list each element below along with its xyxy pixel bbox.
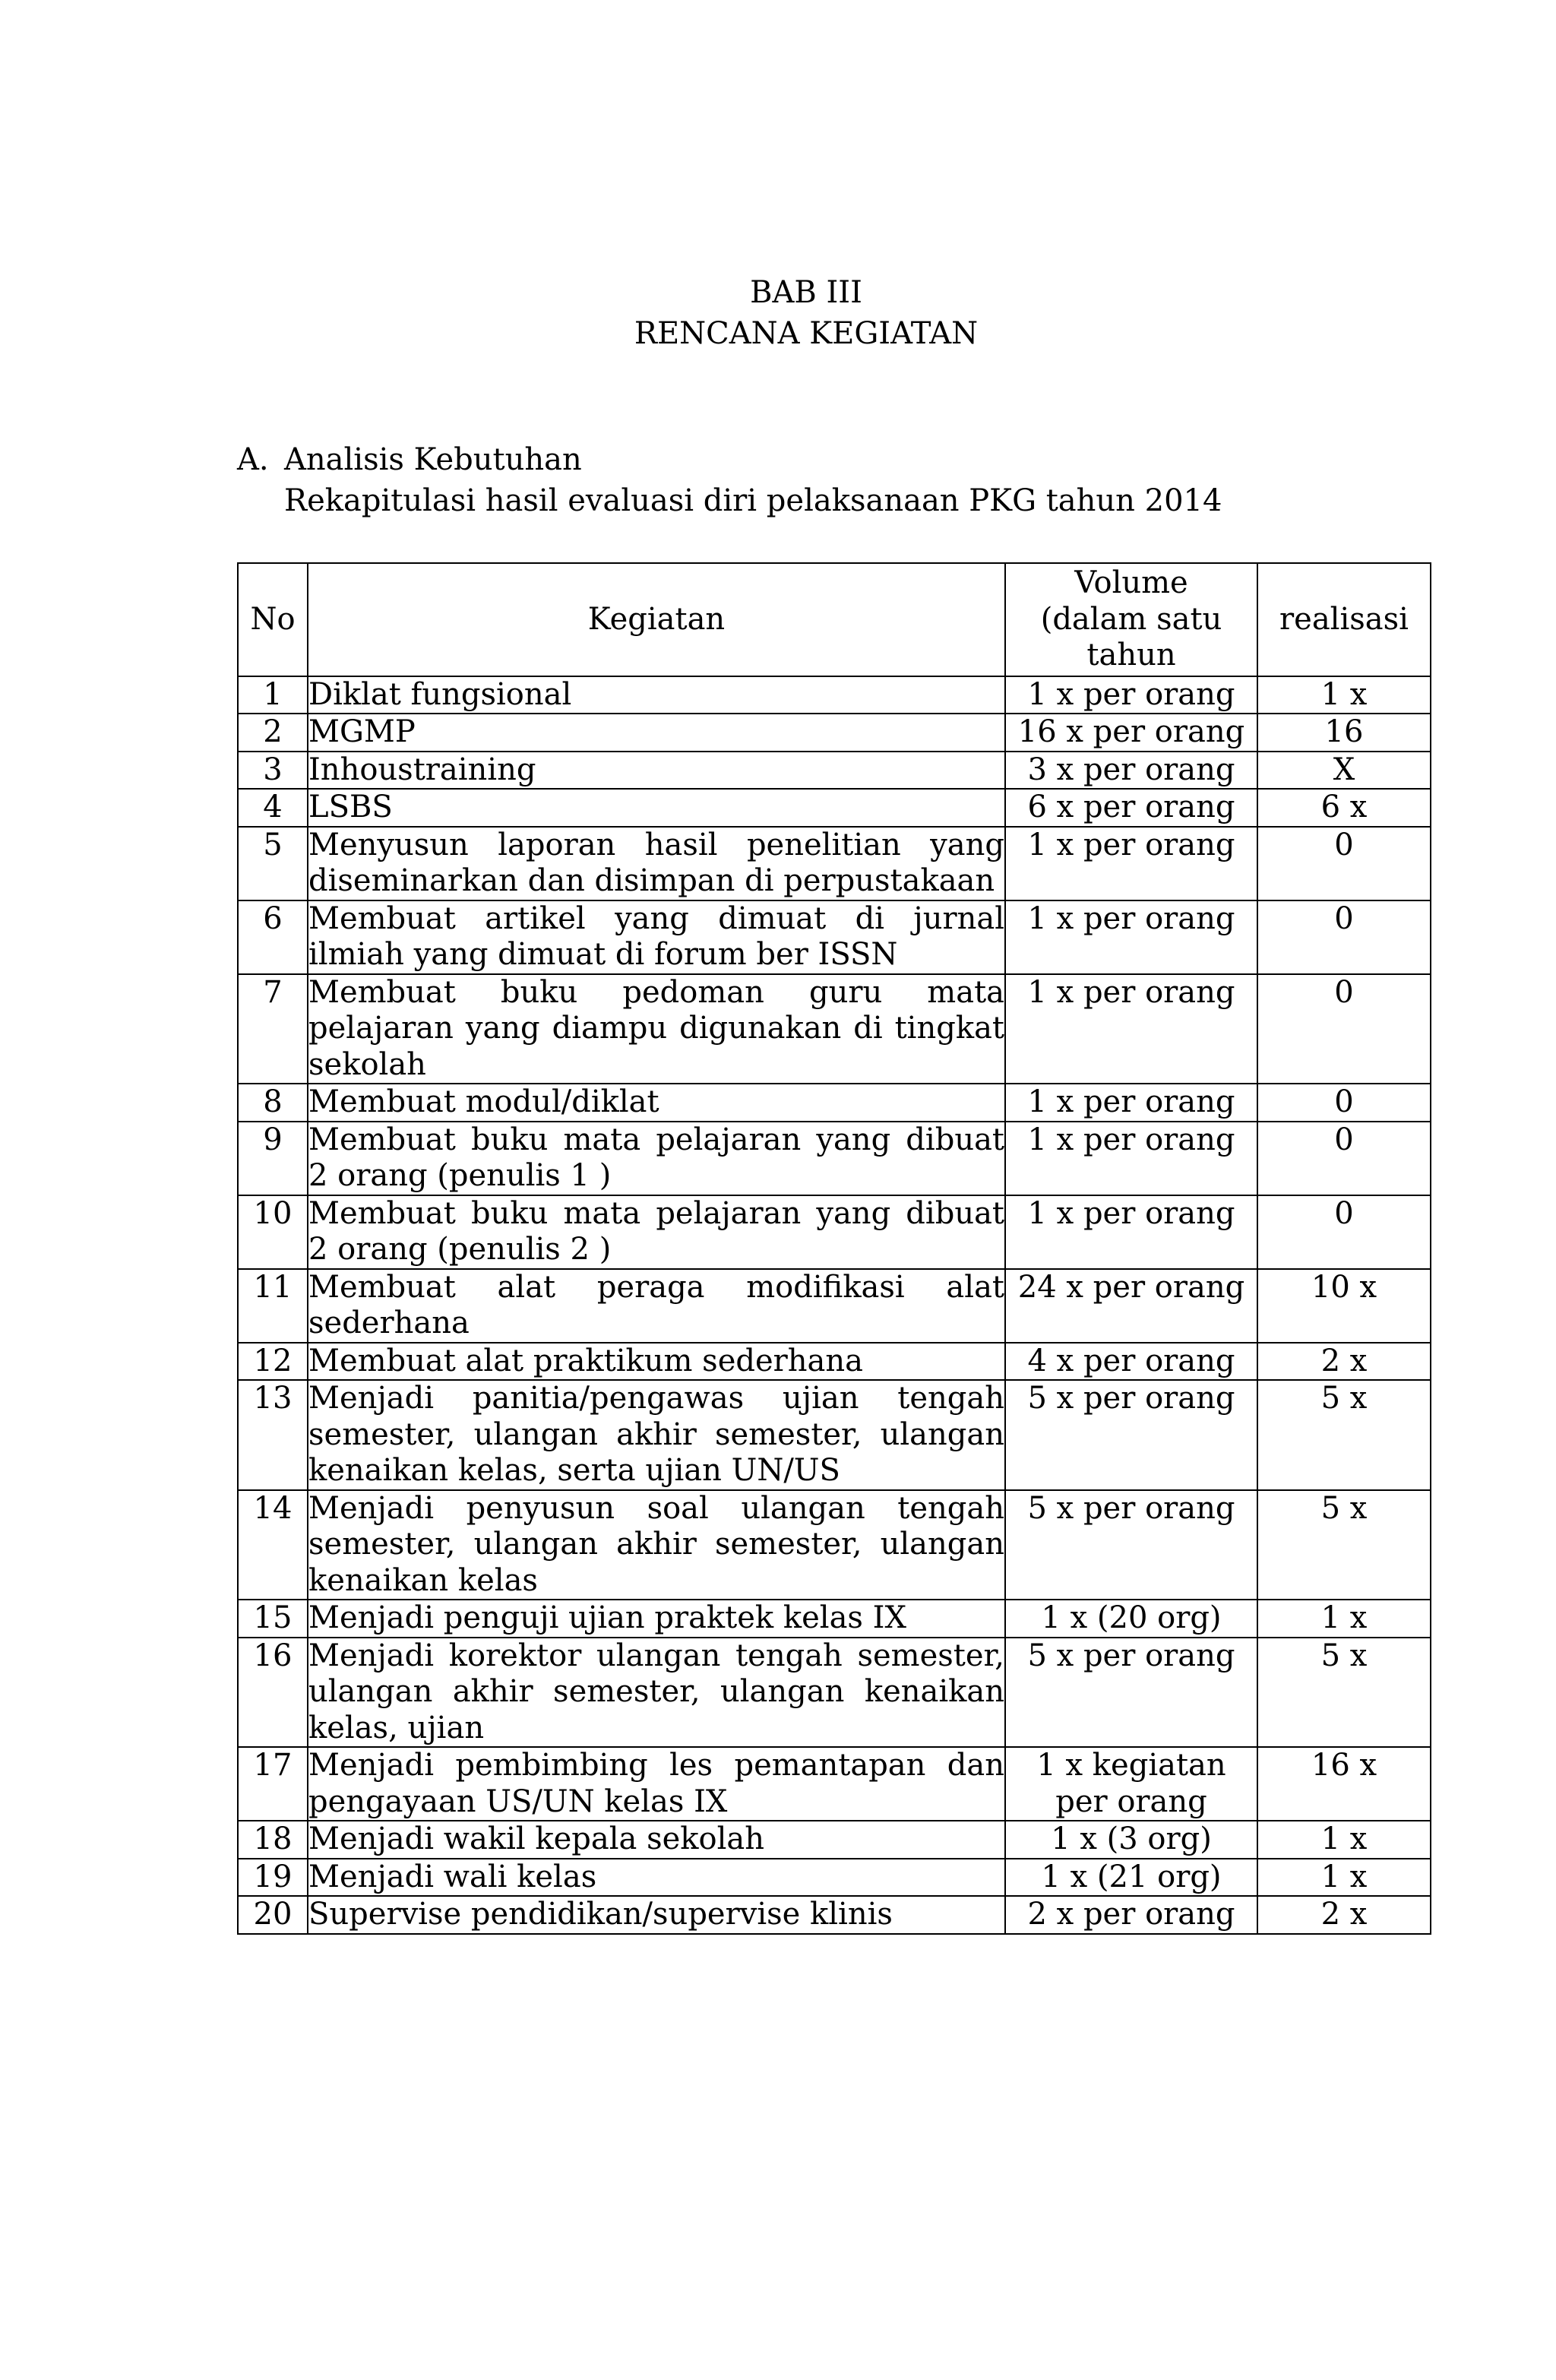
row-number-cell: 13 [238, 1380, 308, 1490]
table-row [238, 1490, 1431, 1600]
activity-cell: Menjadi wali kelas [308, 1859, 1005, 1897]
table-row [238, 1269, 1431, 1343]
table-row [238, 1380, 1431, 1490]
volume-cell: 1 x per orang [1005, 1122, 1257, 1195]
activity-cell: Menjadi penyusun soal ulangan tengah semester, ulangan akhir semester, ulangan kenaikan kelas [308, 1490, 1005, 1600]
activity-cell: Membuat artikel yang dimuat di jurnal ilmiah yang dimuat di forum ber ISSN [308, 900, 1005, 974]
realization-cell: 16 [1257, 714, 1431, 752]
activity-cell: Menjadi korektor ulangan tengah semester, ulangan akhir semester, ulangan kenaikan kelas, ujian [308, 1638, 1005, 1748]
activity-cell: Membuat modul/diklat [308, 1084, 1005, 1122]
table-row [238, 1821, 1431, 1859]
row-number-cell: 9 [238, 1122, 308, 1195]
row-number-cell: 10 [238, 1195, 308, 1269]
chapter-title: RENCANA KEGIATAN [634, 316, 979, 351]
realization-cell: 2 x [1257, 1896, 1431, 1934]
table-row [238, 1195, 1431, 1269]
activity-cell: Menyusun laporan hasil penelitian yang diseminarkan dan disimpan di perpustakaan [308, 827, 1005, 900]
realization-cell: 1 x [1257, 1821, 1431, 1859]
table-row [238, 827, 1431, 900]
table-row [238, 1343, 1431, 1381]
realization-cell: 0 [1257, 1084, 1431, 1122]
realization-cell: 16 x [1257, 1747, 1431, 1821]
realization-cell: 1 x [1257, 1859, 1431, 1897]
table-row [238, 1859, 1431, 1897]
header-volume-line3: tahun [1086, 638, 1176, 673]
row-number-cell: 16 [238, 1638, 308, 1748]
row-number-cell: 17 [238, 1747, 308, 1821]
activity-cell: Membuat alat peraga modifikasi alat sederhana [308, 1269, 1005, 1343]
table-row [238, 714, 1431, 752]
volume-cell: 1 x (3 org) [1005, 1821, 1257, 1859]
activity-cell: LSBS [308, 789, 1005, 827]
table-header-row [238, 563, 1431, 676]
realization-cell: 0 [1257, 827, 1431, 900]
row-number-cell: 12 [238, 1343, 308, 1381]
volume-cell: 2 x per orang [1005, 1896, 1257, 1934]
chapter-number: BAB III [750, 275, 862, 310]
realization-cell: 0 [1257, 900, 1431, 974]
table-row [238, 1638, 1431, 1748]
table-row [238, 789, 1431, 827]
table-body [238, 676, 1431, 1934]
volume-cell: 5 x per orang [1005, 1380, 1257, 1490]
header-realisasi: realisasi [1257, 563, 1431, 676]
row-number-cell: 8 [238, 1084, 308, 1122]
realization-cell: 0 [1257, 974, 1431, 1084]
section-letter: A. [237, 442, 269, 477]
activity-cell: Menjadi pembimbing les pemantapan dan pengayaan US/UN kelas IX [308, 1747, 1005, 1821]
realization-cell: 0 [1257, 1195, 1431, 1269]
activity-cell: MGMP [308, 714, 1005, 752]
activity-cell: Inhoustraining [308, 752, 1005, 790]
realization-cell: 5 x [1257, 1490, 1431, 1600]
row-number-cell: 4 [238, 789, 308, 827]
header-volume-line1: Volume [1074, 565, 1188, 600]
activity-cell: Menjadi panitia/pengawas ujian tengah semester, ulangan akhir semester, ulangan kenaikan kelas, serta ujian UN/US [308, 1380, 1005, 1490]
header-volume [1005, 563, 1257, 676]
activity-cell: Membuat buku mata pelajaran yang dibuat 2 orang (penulis 2 ) [308, 1195, 1005, 1269]
volume-cell: 4 x per orang [1005, 1343, 1257, 1381]
volume-cell: 1 x kegiatan per orang [1005, 1747, 1257, 1821]
volume-cell: 1 x per orang [1005, 974, 1257, 1084]
activity-cell: Menjadi wakil kepala sekolah [308, 1821, 1005, 1859]
volume-cell: 5 x per orang [1005, 1638, 1257, 1748]
table-row [238, 974, 1431, 1084]
realization-cell: 2 x [1257, 1343, 1431, 1381]
table-row [238, 676, 1431, 714]
table-row [238, 1122, 1431, 1195]
activity-cell: Membuat buku mata pelajaran yang dibuat 2 orang (penulis 1 ) [308, 1122, 1005, 1195]
table-row [238, 1747, 1431, 1821]
table-row [238, 1084, 1431, 1122]
realization-cell: 5 x [1257, 1380, 1431, 1490]
row-number-cell: 15 [238, 1600, 308, 1638]
row-number-cell: 14 [238, 1490, 308, 1600]
volume-cell: 1 x per orang [1005, 827, 1257, 900]
volume-cell: 1 x per orang [1005, 900, 1257, 974]
row-number-cell: 5 [238, 827, 308, 900]
volume-cell: 1 x per orang [1005, 676, 1257, 714]
table-row [238, 752, 1431, 790]
row-number-cell: 7 [238, 974, 308, 1084]
activity-cell: Diklat fungsional [308, 676, 1005, 714]
realization-cell: 5 x [1257, 1638, 1431, 1748]
activity-cell: Membuat buku pedoman guru mata pelajaran yang diampu digunakan di tingkat sekolah [308, 974, 1005, 1084]
header-kegiatan: Kegiatan [308, 563, 1005, 676]
row-number-cell: 20 [238, 1896, 308, 1934]
activity-cell: Supervise pendidikan/supervise klinis [308, 1896, 1005, 1934]
table-row [238, 1600, 1431, 1638]
section-title: Analisis Kebutuhan [284, 442, 582, 477]
activity-table [237, 562, 1431, 1935]
table-row [238, 900, 1431, 974]
header-no: No [238, 563, 308, 676]
row-number-cell: 19 [238, 1859, 308, 1897]
row-number-cell: 6 [238, 900, 308, 974]
volume-cell: 1 x per orang [1005, 1195, 1257, 1269]
volume-cell: 5 x per orang [1005, 1490, 1257, 1600]
activity-cell: Membuat alat praktikum sederhana [308, 1343, 1005, 1381]
header-volume-line2: (dalam satu [1040, 601, 1222, 637]
section-subtitle: Rekapitulasi hasil evaluasi diri pelaksanaan PKG tahun 2014 [284, 483, 1222, 518]
row-number-cell: 11 [238, 1269, 308, 1343]
realization-cell: 1 x [1257, 676, 1431, 714]
realization-cell: 6 x [1257, 789, 1431, 827]
realization-cell: 0 [1257, 1122, 1431, 1195]
volume-cell: 16 x per orang [1005, 714, 1257, 752]
table-row [238, 1896, 1431, 1934]
section-heading [237, 439, 582, 480]
row-number-cell: 18 [238, 1821, 308, 1859]
volume-cell: 24 x per orang [1005, 1269, 1257, 1343]
volume-cell: 3 x per orang [1005, 752, 1257, 790]
row-number-cell: 3 [238, 752, 308, 790]
volume-cell: 1 x per orang [1005, 1084, 1257, 1122]
realization-cell: X [1257, 752, 1431, 790]
row-number-cell: 1 [238, 676, 308, 714]
volume-cell: 6 x per orang [1005, 789, 1257, 827]
volume-cell: 1 x (20 org) [1005, 1600, 1257, 1638]
activity-cell: Menjadi penguji ujian praktek kelas IX [308, 1600, 1005, 1638]
volume-cell: 1 x (21 org) [1005, 1859, 1257, 1897]
row-number-cell: 2 [238, 714, 308, 752]
realization-cell: 1 x [1257, 1600, 1431, 1638]
realization-cell: 10 x [1257, 1269, 1431, 1343]
